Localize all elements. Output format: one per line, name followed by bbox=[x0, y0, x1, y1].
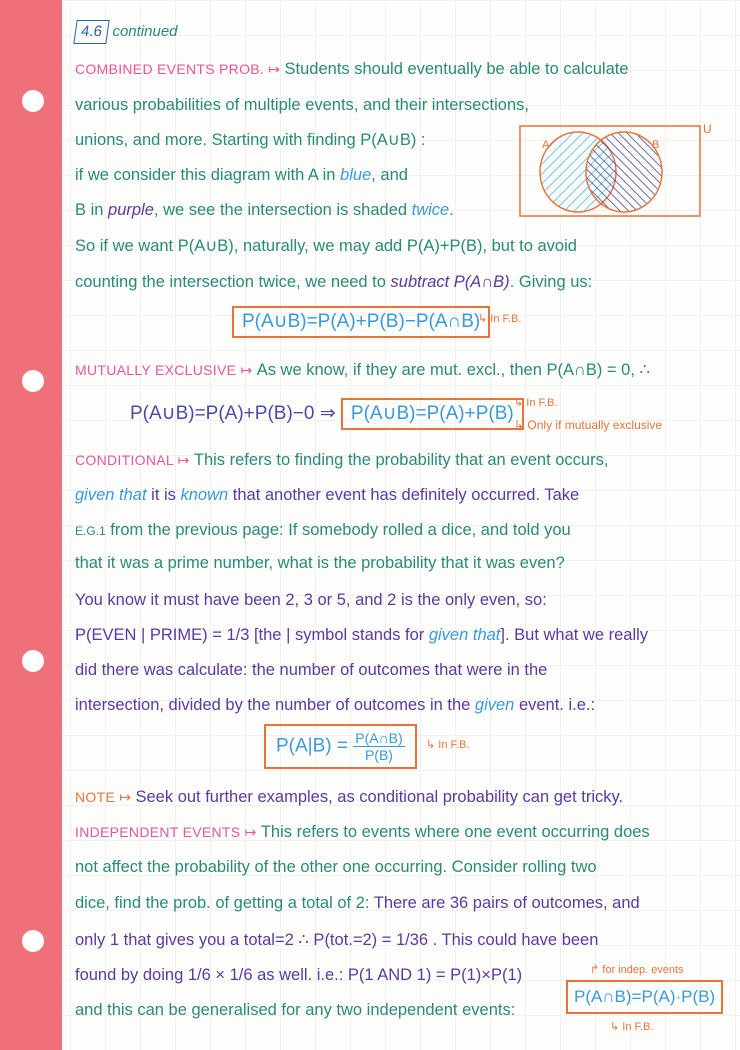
conditional-formula-row bbox=[264, 724, 417, 769]
venn-label-a: A bbox=[542, 139, 550, 151]
fraction-denominator: P(B) bbox=[364, 747, 393, 763]
text-line bbox=[75, 94, 529, 116]
text-line bbox=[75, 58, 629, 80]
in-fb-note: ↳ In F.B. bbox=[514, 397, 558, 409]
page-margin-strip bbox=[0, 0, 62, 1050]
text-segment: counting the intersection twice, we need to bbox=[75, 273, 391, 291]
punch-hole bbox=[22, 930, 44, 952]
indep-condition-note: ↱ for indep. events bbox=[590, 964, 684, 976]
text-segment: it is bbox=[146, 486, 181, 504]
text-segment: B in bbox=[75, 201, 109, 219]
text-segment: You know it must have been 2, 3 or 5, and 2 is the only even, so: bbox=[75, 591, 547, 609]
text-segment: ]. But what we really bbox=[500, 626, 649, 644]
text-segment: not affect the probability of the other one occurring. Consider rolling two bbox=[75, 858, 597, 876]
text-segment: P(EVEN | PRIME) = 1/3 [the | symbol stands for bbox=[75, 626, 429, 644]
header-subtitle: continued bbox=[112, 23, 178, 40]
set-b bbox=[586, 132, 662, 212]
text-segment: This refers to events where one event occurring does bbox=[260, 823, 650, 841]
text-line bbox=[75, 552, 565, 574]
text-segment: There are 36 pairs of outcomes, and bbox=[373, 894, 640, 912]
text-segment: if we consider this diagram with A in bbox=[75, 166, 341, 184]
text-line bbox=[75, 271, 592, 293]
text-segment: from the previous page: If somebody rolled a dice, and told you bbox=[105, 521, 571, 539]
text-segment: given that bbox=[75, 486, 147, 504]
text-segment: found by doing 1/6 × 1/6 as well. i.e.: P(1 AND 1) = P(1)×P(1) bbox=[75, 966, 523, 984]
text-line bbox=[75, 821, 650, 843]
section-heading: COMBINED EVENTS PROB. ↦ bbox=[75, 61, 285, 77]
page-header bbox=[75, 20, 178, 44]
text-segment: dice, find the prob. of getting a total of 2: bbox=[75, 894, 374, 912]
text-segment: event. i.e.: bbox=[514, 696, 596, 714]
text-line bbox=[75, 484, 579, 506]
text-segment: unions, and more. Starting with finding P(A∪B) : bbox=[75, 131, 426, 149]
text-segment: As we know, if they are mut. excl., then P(A∩B) = 0, ∴ bbox=[256, 361, 650, 379]
text-segment: intersection, divided by the number of outcomes in the bbox=[75, 696, 475, 714]
text-segment: purple bbox=[108, 201, 154, 219]
text-line bbox=[75, 519, 571, 542]
indep-formula-box: P(A∩B)=P(A)·P(B) bbox=[566, 980, 723, 1014]
venn-diagram bbox=[518, 118, 718, 218]
text-line bbox=[75, 624, 648, 646]
text-line bbox=[75, 694, 595, 716]
section-heading: NOTE ↦ bbox=[75, 789, 136, 805]
text-segment: Seek out further examples, as conditional probability can get tricky. bbox=[135, 788, 624, 806]
text-segment: This refers to finding the probability that an event occurs, bbox=[193, 451, 609, 469]
venn-label-b: B bbox=[652, 139, 660, 151]
text-segment: twice bbox=[411, 201, 450, 219]
section-number: 4.6 bbox=[73, 20, 109, 44]
union-formula-box: P(A∪B)=P(A)+P(B)−P(A∩B) bbox=[232, 306, 490, 338]
venn-label-u: U bbox=[703, 122, 712, 136]
section-heading: INDEPENDENT EVENTS ↦ bbox=[75, 824, 261, 840]
text-segment: , and bbox=[371, 166, 408, 184]
text-segment: only 1 that gives you a total=2 ∴ P(tot.=2) = 1/36 . This could have been bbox=[75, 931, 599, 949]
section-heading: MUTUALLY EXCLUSIVE ↦ bbox=[75, 362, 257, 378]
punch-hole bbox=[22, 90, 44, 112]
text-line bbox=[75, 964, 522, 986]
text-line bbox=[75, 199, 454, 221]
punch-hole bbox=[22, 370, 44, 392]
text-line bbox=[75, 892, 640, 914]
text-segment: given bbox=[474, 696, 515, 714]
text-line bbox=[75, 129, 426, 151]
in-fb-note: ↳ In F.B. bbox=[610, 1021, 654, 1033]
text-segment: . bbox=[449, 201, 454, 219]
mutex-derivation: P(A∪B)=P(A)+P(B)−0 ⇒ bbox=[130, 403, 336, 424]
text-line bbox=[75, 659, 547, 681]
in-fb-note: ↳ In F.B. bbox=[426, 739, 470, 751]
fraction-numerator: P(A∩B) bbox=[355, 730, 403, 746]
text-segment: that another event has definitely occurred. Take bbox=[228, 486, 580, 504]
text-segment: given that bbox=[428, 626, 501, 644]
text-segment: So if we want P(A∪B), naturally, we may add P(A)+P(B), but to avoid bbox=[75, 237, 577, 255]
text-line bbox=[75, 929, 598, 951]
text-segment: did there was calculate: the number of outcomes that were in the bbox=[75, 661, 548, 679]
section-heading: CONDITIONAL ↦ bbox=[75, 452, 194, 468]
text-segment: Students should eventually be able to calculate bbox=[284, 60, 629, 78]
text-segment: known bbox=[180, 486, 229, 504]
text-line bbox=[75, 449, 608, 471]
text-line bbox=[75, 359, 650, 381]
mutex-condition-note: ↳ Only if mutually exclusive bbox=[514, 418, 663, 432]
text-segment: E.G.1 bbox=[75, 524, 106, 538]
text-segment: and this can be generalised for any two independent events: bbox=[75, 1001, 516, 1019]
text-segment: , we see the intersection is shaded bbox=[153, 201, 412, 219]
text-line bbox=[75, 999, 515, 1021]
mutex-formula-box: P(A∪B)=P(A)+P(B) bbox=[341, 398, 524, 430]
indep-formula-row bbox=[566, 980, 723, 1014]
punch-hole bbox=[22, 650, 44, 672]
text-line bbox=[75, 786, 623, 808]
text-line bbox=[75, 164, 408, 186]
text-line bbox=[75, 856, 597, 878]
text-segment: blue bbox=[340, 166, 372, 184]
union-formula-row bbox=[232, 306, 490, 338]
conditional-fraction bbox=[353, 730, 404, 763]
text-segment: subtract P(A∩B) bbox=[390, 273, 510, 291]
text-segment: that it was a prime number, what is the probability that it was even? bbox=[75, 554, 565, 572]
conditional-formula-box bbox=[264, 724, 417, 769]
text-line bbox=[75, 235, 577, 257]
text-segment: . Giving us: bbox=[509, 273, 593, 291]
in-fb-note: ↳ In F.B. bbox=[478, 313, 522, 325]
text-line bbox=[75, 589, 547, 611]
conditional-lhs: P(A|B) = bbox=[276, 735, 348, 757]
text-segment: various probabilities of multiple events, and their intersections, bbox=[75, 96, 529, 114]
mutex-formula-row bbox=[130, 398, 524, 430]
